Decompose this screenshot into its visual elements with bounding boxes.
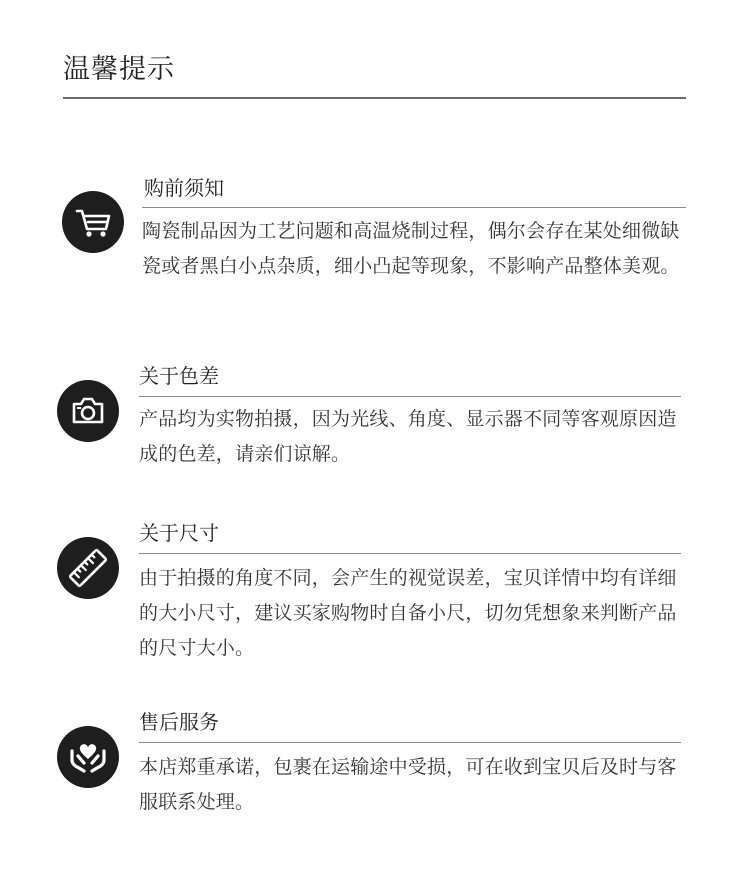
section-body: 由于拍摄的角度不同，会产生的视觉误差，宝贝详情中均有详细的大小尺寸，建议买家购物时自备小尺，切勿凭想象来判断产品的尺寸大小。 (139, 567, 677, 659)
page-title: 温馨提示 (63, 54, 175, 85)
section-heading: 关于色差 (139, 364, 219, 388)
section-divider (139, 396, 681, 397)
section-body: 本店郑重承诺，包裹在运输途中受损，可在收到宝贝后及时与客服联系处理。 (139, 756, 677, 813)
section-divider (139, 553, 681, 554)
ruler-icon (57, 537, 119, 599)
shopping-cart-icon (62, 191, 124, 253)
section-heading: 购前须知 (144, 176, 224, 200)
section-body: 产品均为实物拍摄，因为光线、角度、显示器不同等客观原因造成的色差，请亲们谅解。 (139, 408, 677, 465)
section-heading: 关于尺寸 (139, 521, 219, 545)
title-divider (63, 97, 686, 99)
heart-hands-icon (57, 726, 119, 788)
section-body: 陶瓷制品因为工艺问题和高温烧制过程，偶尔会存在某处细微缺瓷或者黑白小点杂质，细小凸起等现象，不影响产品整体美观。 (142, 220, 680, 277)
camera-icon (57, 380, 119, 442)
section-divider (139, 742, 681, 743)
section-heading: 售后服务 (139, 710, 219, 734)
section-divider (142, 207, 686, 208)
